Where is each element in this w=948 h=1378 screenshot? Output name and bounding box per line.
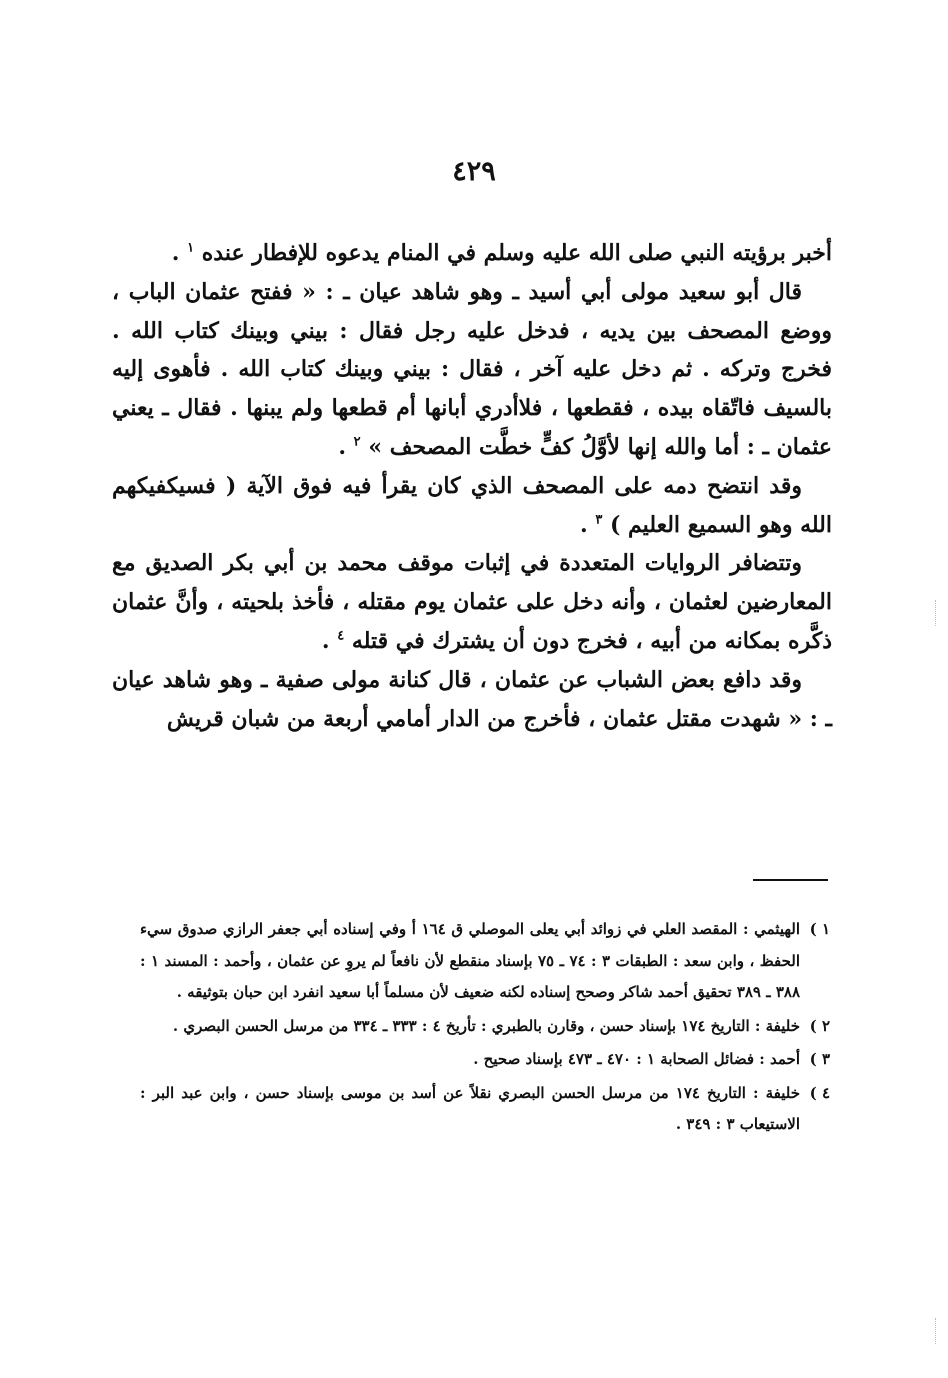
footnote bbox=[140, 914, 830, 1009]
footnote-divider bbox=[753, 879, 828, 881]
footnote-ref: ٤ bbox=[337, 628, 345, 644]
main-text bbox=[112, 234, 832, 738]
footnote bbox=[140, 1011, 830, 1043]
scan-edge-mark bbox=[935, 1318, 936, 1344]
paragraph-tail: . bbox=[171, 240, 188, 266]
footnote-ref: ٢ bbox=[353, 434, 361, 450]
footnote-text: خليفة : التاريخ ١٧٤ من مرسل الحسن البصري نقلاً عن أسد بن موسى بإسناد حسن ، وابن عبد البر : الاستيعاب ٣ : ٣٤٩ . bbox=[140, 1083, 800, 1133]
paragraph bbox=[112, 467, 832, 545]
footnote bbox=[140, 1044, 830, 1076]
footnote-number: ٣ ) bbox=[809, 1050, 830, 1068]
paragraph-text: أخبر برؤيته النبي صلى الله عليه وسلم في المنام يدعوه للإفطار عنده bbox=[201, 240, 832, 266]
paragraph bbox=[112, 234, 832, 273]
paragraph-tail: . bbox=[579, 511, 596, 538]
footnote-number: ٤ ) bbox=[809, 1083, 830, 1102]
paragraph-text: وتتضافر الروايات المتعددة في إثبات موقف محمد بن أبي بكر الصديق مع المعارضين لعثمان ، وأنه دخل على عثمان يوم مقتله ، فأخذ بلحيته ، وأنَّ عثمان ذكَّره بمكانه من أبيه ، فخرج دون أن يشترك في قتله bbox=[112, 550, 832, 654]
footnote-text: الهيثمي : المقصد العلي في زوائد أبي يعلى الموصلي ق ١٦٤ أ وفي إسناده أبي جعفر الرازي صدوق سيء الحفظ ، وابن سعد : الطبقات ٣ : ٧٤ ـ ٧٥ بإسناد منقطع لأن نافعاً لم يروِ عن عثمان ، وأحمد : المسند ١ : ٣٨٨ ـ ٣٨٩ تحقيق أحمد شاكر وصحح إسناده لكنه ضعيف لأن مسلماً أبا سعيد انفرد ابن حبان بتوثيقه . bbox=[140, 920, 801, 1001]
footnote-number: ٢ ) bbox=[809, 1016, 830, 1035]
footnote-number: ١ ) bbox=[809, 920, 830, 938]
footnote-text: أحمد : فضائل الصحابة ١ : ٤٧٠ ـ ٤٧٣ بإسناد صحيح . bbox=[473, 1050, 800, 1068]
scan-edge-mark bbox=[935, 600, 936, 626]
paragraph-text: وقد دافع بعض الشباب عن عثمان ، قال كنانة مولى صفية ـ وهو شاهد عيان ـ : « شهدت مقتل عثمان ، فأخرج من الدار أمامي أربعة من شبان قريش bbox=[112, 666, 832, 732]
paragraph-text: وقد انتضح دمه على المصحف الذي كان يقرأ فيه فوق الآية ( فسيكفيكهم الله وهو السميع العليم ) bbox=[112, 472, 832, 538]
paragraph bbox=[112, 273, 832, 467]
paragraph-tail: . bbox=[321, 627, 338, 654]
paragraph bbox=[112, 544, 832, 660]
footnote-ref: ١ bbox=[187, 240, 195, 256]
paragraph-text: قال أبو سعيد مولى أبي أسيد ـ وهو شاهد عيان ـ : « ففتح عثمان الباب ، ووضع المصحف بين يديه ، فدخل عليه رجل فقال : بيني وبينك كتاب الله . فخرج وتركه . ثم دخل عليه آخر ، فقال : بيني وبينك كتاب الله . فأهوى إليه بالسيف فاتّقاه بيده ، فقطعها ، فلاأدري أبانها أم قطعها ولم يبنها . فقال ـ يعني عثمان ـ : أما والله إنها لأوَّلُ كفٍّ خطَّت المصحف » bbox=[112, 278, 832, 460]
footnote-text: خليفة : التاريخ ١٧٤ بإسناد حسن ، وقارن بالطبري : تأريخ ٤ : ٣٣٣ ـ ٣٣٤ من مرسل الحسن البصري . bbox=[172, 1016, 800, 1035]
footnote bbox=[140, 1078, 830, 1141]
footnotes bbox=[140, 914, 830, 1143]
paragraph bbox=[112, 661, 832, 739]
paragraph-tail: . bbox=[338, 433, 354, 460]
footnote-ref: ٣ bbox=[595, 512, 603, 528]
page-number: ٤٢٩ bbox=[452, 156, 496, 187]
